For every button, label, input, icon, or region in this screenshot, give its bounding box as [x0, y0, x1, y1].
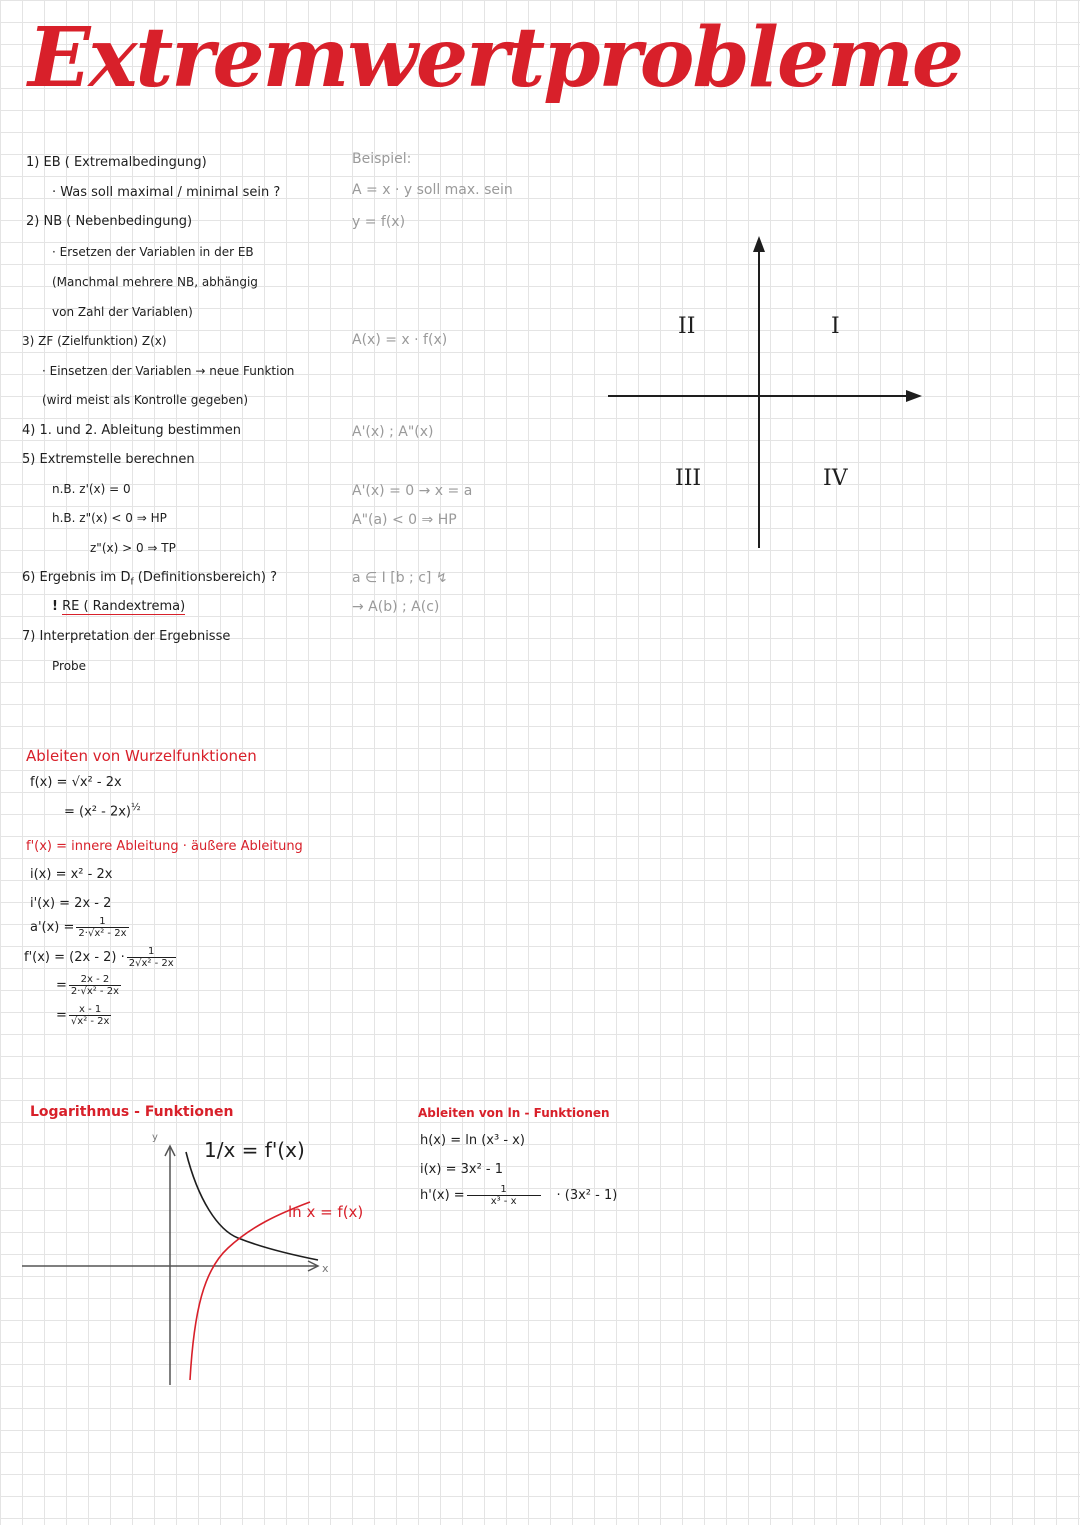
example-label: Beispiel: — [352, 151, 412, 167]
log-y-label: y — [152, 1132, 158, 1143]
wurzel-f9-den: √x² - 2x — [70, 1016, 110, 1027]
wurzel-f8-den: 2·√x² - 2x — [70, 986, 119, 997]
wurzel-f9 — [56, 1004, 113, 1027]
step-6-text: 6) Ergebnis im D — [22, 570, 131, 585]
ln-l2: i(x) = 3x² - 1 — [420, 1162, 504, 1177]
wurzel-outer-derivative: · äußere Ableitung — [182, 839, 303, 854]
step-6 — [22, 570, 277, 588]
ln-l3-fraction — [467, 1184, 541, 1207]
step-5-sufficient-2: z"(x) > 0 ⇒ TP — [90, 541, 176, 555]
ln-l3-rest: · (3x² - 1) — [556, 1188, 618, 1203]
step-2-note-2: von Zahl der Variablen) — [52, 305, 193, 319]
wurzel-f6-num: 1 — [99, 916, 106, 927]
log-graph — [18, 1130, 338, 1390]
log-heading: Logarithmus - Funktionen — [30, 1104, 234, 1120]
quadrant-IV: IV — [823, 466, 848, 491]
wurzel-f3 — [26, 839, 303, 854]
step-5-necessary: n.B. z'(x) = 0 — [52, 482, 131, 496]
example-line-1: A = x · y soll max. sein — [352, 182, 513, 198]
step-4: 4) 1. und 2. Ableitung bestimmen — [22, 423, 242, 438]
step-6-detail — [52, 599, 185, 614]
step-1-detail: · Was soll maximal / minimal sein ? — [52, 185, 281, 200]
wurzel-f6 — [30, 916, 131, 939]
wurzel-f6-den: 2·√x² - 2x — [78, 928, 127, 939]
example-line-7: a ∈ I [b ; c] ↯ — [352, 570, 448, 586]
step-7: 7) Interpretation der Ergebnisse — [22, 629, 231, 644]
step-2-note: (Manchmal mehrere NB, abhängig — [52, 275, 258, 289]
step-6-sub: f — [130, 577, 134, 588]
ln-label: ln x = f(x) — [288, 1203, 364, 1221]
step-2-detail: · Ersetzen der Variablen in der EB — [52, 245, 254, 259]
ln-curve — [190, 1202, 310, 1380]
wurzel-f2-exp: ½ — [131, 802, 141, 813]
wurzel-f7-fraction — [127, 946, 176, 969]
wurzel-f6-fraction — [76, 916, 128, 939]
quadrant-y-arrow — [753, 236, 765, 252]
example-line-4: A'(x) ; A"(x) — [352, 424, 434, 440]
step-2: 2) NB ( Nebenbedingung) — [26, 214, 193, 229]
example-line-3: A(x) = x · f(x) — [352, 332, 448, 348]
wurzel-f9-eq: = — [56, 1008, 67, 1023]
wurzel-f9-fraction — [69, 1004, 112, 1027]
quadrant-II: II — [678, 314, 696, 339]
wurzel-f7-num: 1 — [148, 946, 155, 957]
ln-l3-den: x³ - x — [467, 1195, 541, 1207]
step-6-rest: (Definitionsbereich) ? — [133, 570, 277, 585]
step-3-detail: · Einsetzen der Variablen → neue Funktion — [42, 364, 295, 378]
log-x-label: x — [322, 1262, 329, 1275]
ln-l3-lhs: h'(x) = — [420, 1188, 465, 1203]
example-line-6: A"(a) < 0 ⇒ HP — [352, 512, 457, 528]
wurzel-f5: i'(x) = 2x - 2 — [30, 896, 112, 911]
randextrema: RE ( Randextrema) — [62, 599, 186, 614]
step-3: 3) ZF (Zielfunktion) Z(x) — [22, 334, 167, 348]
step-1: 1) EB ( Extremalbedingung) — [26, 155, 207, 170]
wurzel-f7-den: 2√x² - 2x — [128, 958, 174, 969]
wurzel-f7-lhs: f'(x) = (2x - 2) · — [24, 950, 125, 965]
wurzel-f8-fraction — [69, 974, 121, 997]
exclamation-mark: ! — [52, 599, 58, 614]
wurzel-f8-eq: = — [56, 978, 67, 993]
quadrant-x-arrow — [906, 390, 922, 402]
example-line-8: → A(b) ; A(c) — [352, 599, 440, 615]
step-5-sufficient: h.B. z"(x) < 0 ⇒ HP — [52, 511, 167, 525]
page-title: Extremwertprobleme — [28, 10, 963, 106]
quadrant-axes — [600, 230, 930, 555]
wurzel-f4: i(x) = x² - 2x — [30, 867, 113, 882]
wurzel-inner-derivative: f'(x) = innere Ableitung — [26, 839, 179, 854]
wurzel-f1: f(x) = √x² - 2x — [30, 775, 122, 790]
wurzel-f6-lhs: a'(x) = — [30, 920, 75, 935]
wurzel-f8-num: 2x - 2 — [80, 974, 110, 985]
wurzel-f7 — [24, 946, 178, 969]
quadrant-I: I — [831, 314, 840, 339]
quadrant-III: III — [675, 466, 702, 491]
step-5: 5) Extremstelle berechnen — [22, 452, 195, 467]
wurzel-f2-base: = (x² - 2x) — [64, 804, 131, 820]
ln-l3-num: 1 — [500, 1184, 507, 1195]
ln-l3 — [420, 1184, 617, 1207]
wurzel-f8 — [56, 974, 123, 997]
example-line-5: A'(x) = 0 → x = a — [352, 483, 473, 499]
reciprocal-label: 1/x = f'(x) — [204, 1138, 305, 1162]
example-line-2: y = f(x) — [352, 214, 406, 230]
step-3-note: (wird meist als Kontrolle gegeben) — [42, 393, 249, 407]
ln-heading: Ableiten von ln - Funktionen — [418, 1106, 610, 1120]
wurzel-heading: Ableiten von Wurzelfunktionen — [26, 747, 257, 765]
step-7-detail: Probe — [52, 659, 87, 673]
ln-l1: h(x) = ln (x³ - x) — [420, 1133, 525, 1148]
wurzel-f2 — [64, 802, 141, 819]
wurzel-f9-num: x - 1 — [79, 1004, 102, 1015]
